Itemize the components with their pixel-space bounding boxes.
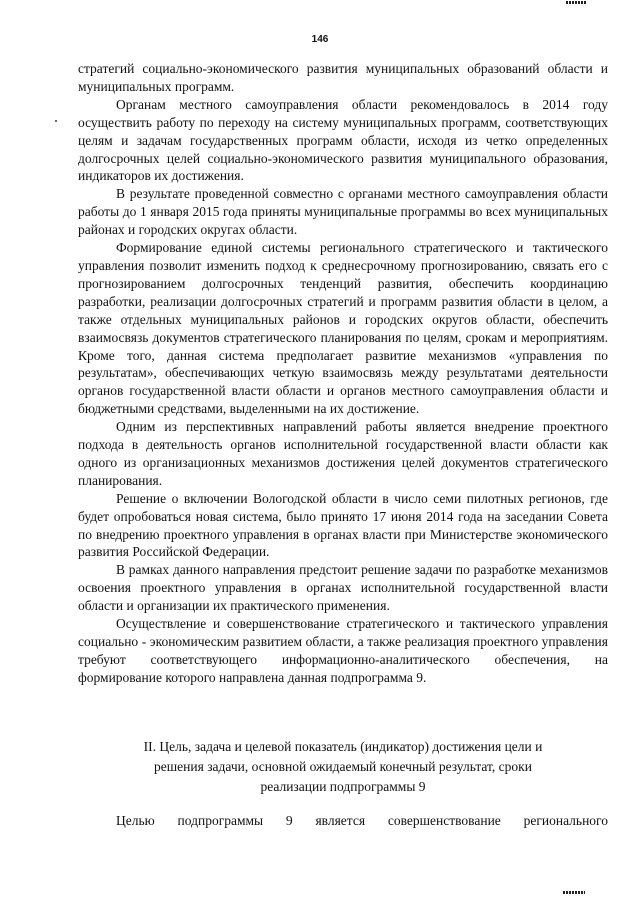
paragraph-1: стратегий социально-экономического развития муниципальных образований области и муниципальных программ. bbox=[78, 61, 608, 94]
scan-mark-bottom bbox=[563, 891, 585, 894]
scan-mark-top bbox=[566, 1, 586, 4]
margin-dot bbox=[55, 120, 57, 122]
paragraph-3: В результате проведенной совместно с органами местного самоуправления области работы до 1 января 2015 года приняты муниципальные программы во всех муниципальных районах и городских округах области. bbox=[78, 186, 608, 238]
paragraph-continuation: Целью подпрограммы 9 является совершенствование регионального bbox=[116, 813, 608, 828]
paragraph-7: В рамках данного направления предстоит решение задачи по разработке механизмов освоения проектного управления в органах исполнительной государственной власти области и организации их практического применения. bbox=[78, 562, 608, 614]
document-body bbox=[78, 60, 608, 687]
paragraph-6: Решение о включении Вологодской области в число семи пилотных регионов, где будет опробоваться новая система, было принято 17 июня 2014 года на заседании Совета по внедрению проектного управления в органах власти при Министерстве экономического развития Российской Федерации. bbox=[78, 490, 608, 560]
paragraph-2: Органам местного самоуправления области рекомендовалось в 2014 году осуществить работу по переходу на систему муниципальных программ, соответствующих целям и задачам государственных программ области, исходя из четко определенных долгосрочных целей социально-экономического развития муниципального образования, индикаторов их достижения. bbox=[78, 96, 608, 184]
section-heading-line-3: реализации подпрограммы 9 bbox=[260, 779, 426, 794]
section-heading bbox=[78, 737, 608, 797]
section-heading-line-1: II. Цель, задача и целевой показатель (индикатор) достижения цели и bbox=[143, 739, 543, 754]
section-heading-line-2: решения задачи, основной ожидаемый конечный результат, сроки bbox=[154, 759, 532, 774]
paragraph-5: Одним из перспективных направлений работы является внедрение проектного подхода в деятельность органов исполнительной государственной власти области как одного из организационных механизмов достижения целей документов стратегического планирования. bbox=[78, 419, 608, 488]
paragraph-4: Формирование единой системы регионального стратегического и тактического управления позволит изменить подход к среднесрочному прогнозированию, связать его с прогнозированием долгосрочных тенденций развития, обеспечить координацию разработки, реализации долгосрочных стратегий и программ развития области в целом, а также отдельных муниципальных районов и городских округов области, обеспечить взаимосвязь документов стратегического планирования по целям, срокам и мероприятиям. Кроме того, данная система предполагает развитие механизмов «управления по результатам», обеспечивающих четкую взаимосвязь между результатами деятельности органов государственной власти области и органов местного самоуправления области и бюджетными средствами, выделенными на их достижение. bbox=[78, 240, 608, 417]
paragraph-8: Осуществление и совершенствование стратегического и тактического управления социально - экономическим развитием области, а также реализация проектного управления требуют соответствующего информационно-аналитического обеспечения, на формирование которого направлена данная подпрограмма 9. bbox=[78, 616, 608, 685]
page-number: 146 bbox=[311, 34, 329, 45]
